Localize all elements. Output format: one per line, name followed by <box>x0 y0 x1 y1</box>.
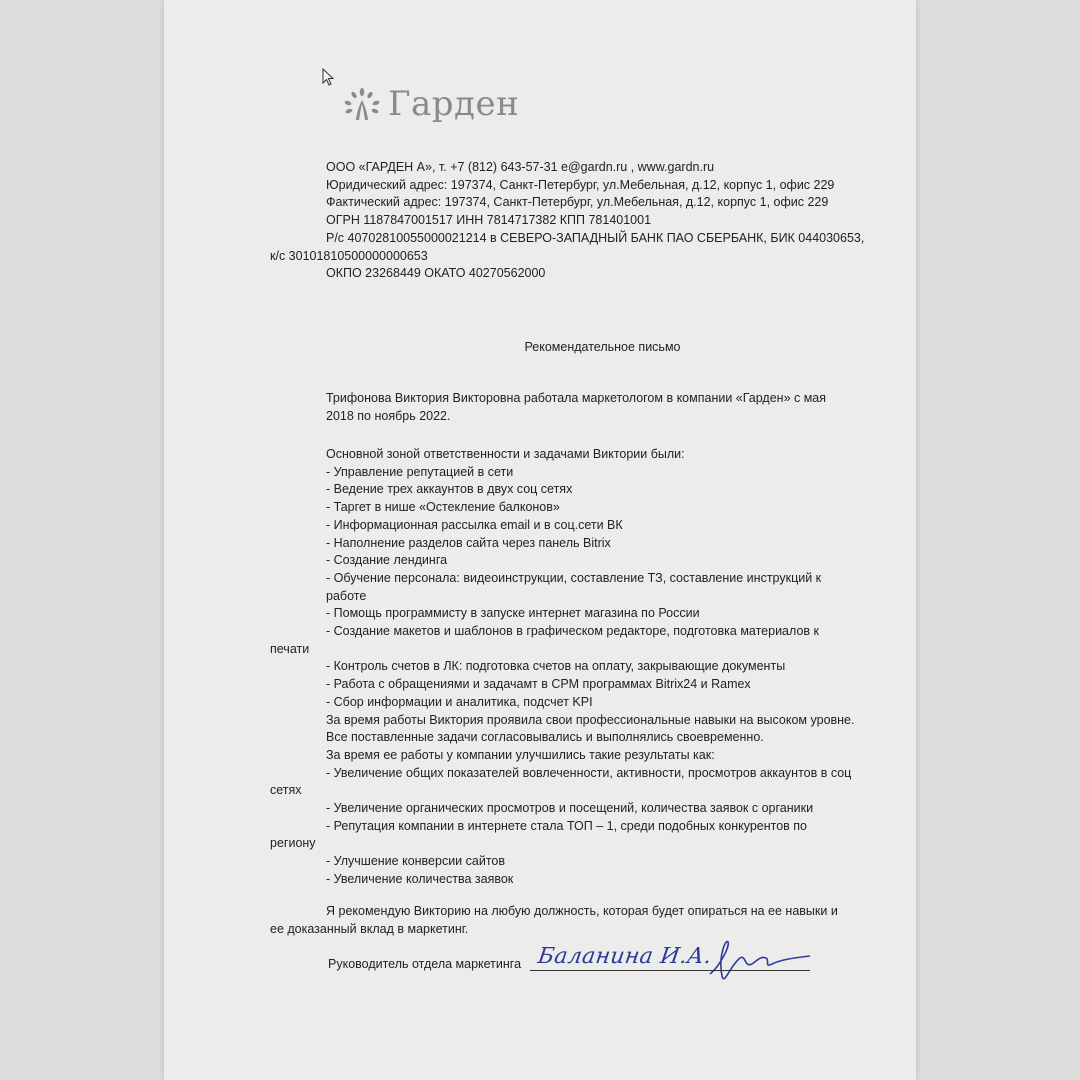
result-item: - Увеличение количества заявок <box>326 871 514 886</box>
signoff-position: Руководитель отдела маркетинга <box>328 957 522 971</box>
duty-item: - Создание лендинга <box>326 553 448 568</box>
company-logo <box>340 84 519 124</box>
company-logo-name: Гарден <box>388 84 520 124</box>
intro-paragraph <box>326 390 826 425</box>
closing-line: Я рекомендую Викторию на любую должность, которая будет опираться на ее навыки и <box>326 904 838 918</box>
result-item-continued: сетях <box>270 783 302 798</box>
result-item <box>326 818 881 836</box>
duty-item: - Помощь программисту в запуске интернет магазина по России <box>326 606 700 621</box>
duty-item-text: - Создание макетов и шаблонов в графическом редакторе, подготовка материалов к <box>326 624 819 639</box>
summary-line: Все поставленные задачи согласовывались и выполнялись своевременно. <box>326 730 764 745</box>
header-line: Юридический адрес: 197374, Санкт-Петербург, ул.Мебельная, д.12, корпус 1, офис 229 <box>326 177 835 192</box>
mouse-pointer-icon <box>322 68 336 88</box>
result-item: - Увеличение органических просмотров и посещений, количества заявок с органики <box>326 801 814 816</box>
signature-line <box>530 970 810 971</box>
duty-item: - Обучение персонала: видеоинструкции, составление ТЗ, составление инструкций к <box>326 570 822 585</box>
leaf-sprout-icon <box>340 86 384 122</box>
duty-item: - Работа с обращениями и задачамт в СРМ программах Bitrix24 и Ramex <box>326 677 751 692</box>
header-line: к/с 30101810500000000653 <box>270 248 428 263</box>
letter-title <box>0 339 1080 357</box>
duty-item: - Таргет в нише «Остекление балконов» <box>326 500 560 515</box>
header-line: ОГРН 1187847001517 ИНН 7814717382 КПП 781401001 <box>326 213 652 228</box>
letter-title-text: Рекомендательное письмо <box>524 340 681 354</box>
summary-line: За время ее работы у компании улучшились такие результаты как: <box>326 747 715 762</box>
duty-item: - Управление репутацией в сети <box>326 464 514 479</box>
summary-line: За время работы Виктория проявила свои профессиональные навыки на высоком уровне. <box>326 712 855 727</box>
signature-text: Баланина И.А. <box>536 944 714 969</box>
duty-item: - Контроль счетов в ЛК: подготовка счетов на оплату, закрывающие документы <box>326 659 786 674</box>
closing-line: ее доказанный вклад в маркетинг. <box>270 921 469 936</box>
duties-section <box>270 446 881 889</box>
header-line-text: Р/с 40702810055000021214 в СЕВЕРО-ЗАПАДНЫЙ БАНК ПАО СБЕРБАНК, БИК 044030653, <box>326 230 865 245</box>
duty-item: - Информационная рассылка email и в соц.сети ВК <box>326 517 623 532</box>
duty-item <box>326 623 881 641</box>
duty-item: - Сбор информации и аналитика, подсчет KPI <box>326 694 593 709</box>
signature-scribble <box>700 936 820 988</box>
result-item: - Улучшение конверсии сайтов <box>326 854 506 869</box>
header-line: ОКПО 23268449 ОКАТО 40270562000 <box>326 266 546 281</box>
intro-line: 2018 по ноябрь 2022. <box>326 408 451 423</box>
header-line: Фактический адрес: 197374, Санкт-Петербург, ул.Мебельная, д.12, корпус 1, офис 229 <box>326 195 829 210</box>
duty-item-continued: печати <box>270 641 310 656</box>
result-item-continued: региону <box>270 836 316 851</box>
company-header <box>270 159 881 283</box>
result-item: - Увеличение общих показателей вовлеченности, активности, просмотров аккаунтов в соц <box>326 765 852 780</box>
duty-item: - Наполнение разделов сайта через панель Bitrix <box>326 535 611 550</box>
intro-line: Трифонова Виктория Викторовна работала маркетологом в компании «Гарден» с мая <box>326 391 827 405</box>
duty-item-continued: работе <box>326 588 367 603</box>
duties-heading: Основной зоной ответственности и задачами Виктории были: <box>326 447 685 461</box>
signature <box>530 930 820 990</box>
result-item-text: - Репутация компании в интернете стала ТОП – 1, среди подобных конкурентов по <box>326 818 807 833</box>
duty-item: - Ведение трех аккаунтов в двух соц сетях <box>326 482 573 497</box>
header-line: ООО «ГАРДЕН А», т. +7 (812) 643-57-31 e@gardn.ru , www.gardn.ru <box>326 160 715 174</box>
header-line <box>326 230 881 248</box>
